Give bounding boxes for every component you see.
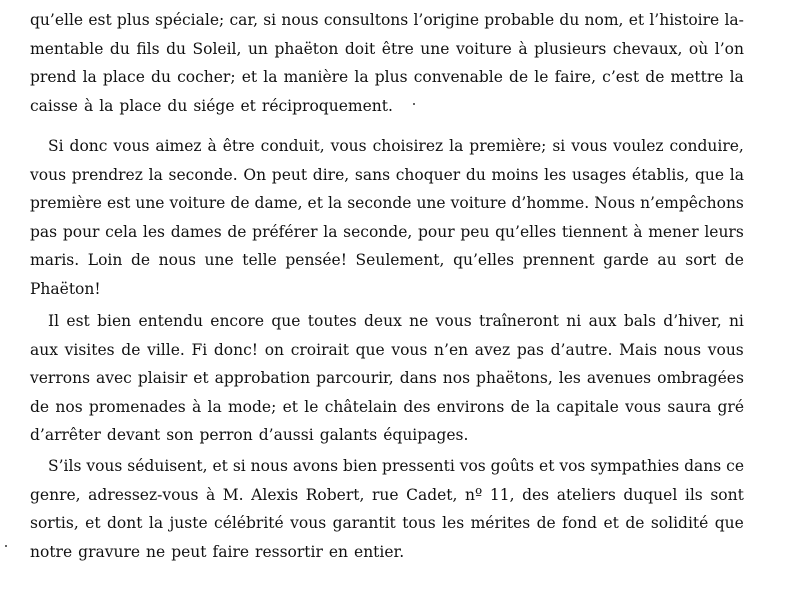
ink-speck — [413, 103, 415, 105]
text-line: vous prendrez la seconde. On peut dire, sans choquer du moins les usages établis, que la — [30, 165, 744, 184]
text-line: d’arrêter devant son perron d’aussi galants équipages. — [30, 426, 469, 444]
text-line: verrons avec plaisir et approbation parcourir, dans nos phaëtons, les avenues ombragées — [30, 369, 744, 387]
text-line: pas pour cela les dames de préférer la seconde, pour peu qu’elles tiennent à mener leurs — [30, 222, 744, 241]
text-line: genre, adressez-vous à M. Alexis Robert, rue Cadet, nº 11, des ateliers duquel ils sont — [30, 485, 744, 504]
text-line: aux visites de ville. Fi donc! on croirait que vous n’en avez pas d’autre. Mais nous vous — [30, 340, 744, 359]
text-line: Il est bien entendu encore que toutes deux ne vous traîneront ni aux bals d’hiver, ni — [48, 312, 744, 330]
text-line: sortis, et dont la juste célébrité vous garantit tous les mérites de fond et de solidité que — [30, 514, 744, 532]
text-line: Si donc vous aimez à être conduit, vous choisirez la première; si vous voulez conduire, — [48, 137, 744, 155]
text-line: notre gravure ne peut faire ressortir en entier. — [30, 542, 405, 561]
text-line: mentable du fils du Soleil, un phaëton doit être une voiture à plusieurs chevaux, où l’on — [30, 39, 744, 58]
text-line: qu’elle est plus spéciale; car, si nous consultons l’origine probable du nom, et l’histoire la- — [30, 11, 744, 29]
text-line: S’ils vous séduisent, et si nous avons bien pressenti vos goûts et vos sympathies dans ce — [48, 457, 744, 475]
text-line: caisse à la place du siége et réciproquement. — [30, 96, 393, 115]
text-line: Phaëton! — [30, 279, 101, 298]
ink-speck — [5, 545, 7, 547]
text-line: de nos promenades à la mode; et le châtelain des environs de la capitale vous saura gré — [30, 397, 744, 416]
text-line: prend la place du cocher; et la manière la plus convenable de le faire, c’est de mettre la — [30, 68, 744, 86]
text-line: maris. Loin de nous une telle pensée! Seulement, qu’elles prennent garde au sort de — [30, 251, 744, 269]
text-line: première est une voiture de dame, et la seconde une voiture d’homme. Nous n’empêchons — [30, 194, 744, 212]
